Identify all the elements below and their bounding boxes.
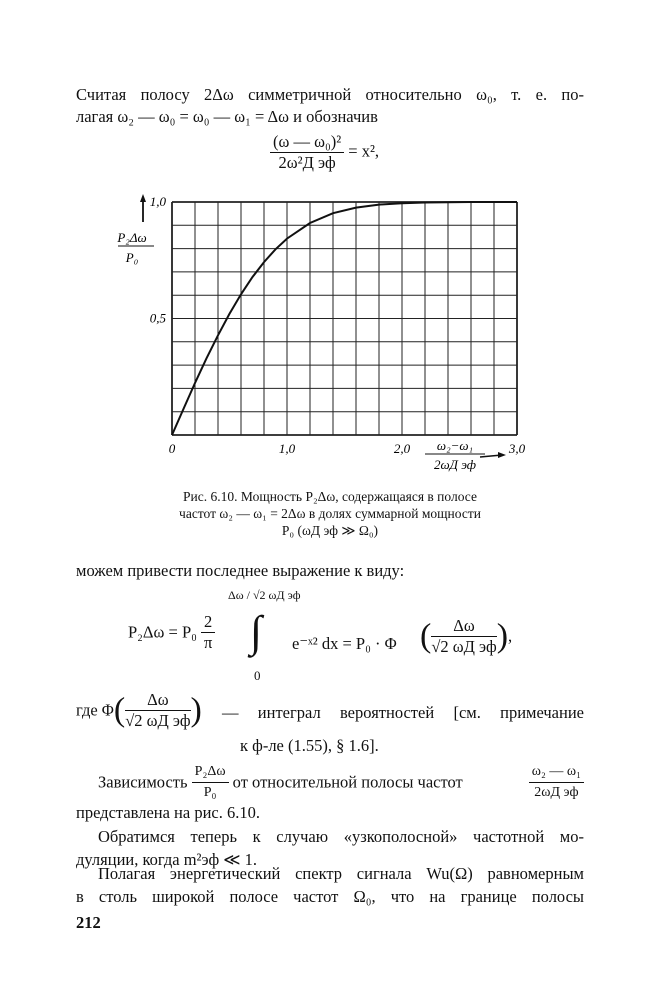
equation-rhs: = x², <box>348 141 380 161</box>
text-line: представлена на рис. 6.10. <box>76 803 260 822</box>
y-axis-label-numerator: P₂Δω <box>117 230 147 245</box>
text-line: можем привести последнее выражение к виду: <box>76 561 405 580</box>
x-tick-label: 0 <box>168 441 176 456</box>
text-span: Зависимость <box>98 772 188 792</box>
page-number: 212 <box>76 913 101 932</box>
text-line: Считая полосу 2Δω симметричной относительно ω₀, т. е. по- <box>76 85 584 104</box>
where-phi: где Φ <box>76 700 114 720</box>
dependency-line <box>98 762 584 803</box>
fraction-denominator: √2 ωД эф <box>431 637 497 656</box>
where-line: где Φ( $\frac{\Delta\omega}{\text{√2 ωД эф}}$ ) <box>76 690 202 730</box>
fraction-numerator: (ω — ω₀)² <box>270 132 344 153</box>
equation-end: , <box>508 626 513 646</box>
y-axis-arrowhead <box>140 194 146 202</box>
fraction-denominator: π <box>203 633 213 652</box>
y-tick-label: 0,5 <box>149 310 166 326</box>
x-axis-label-denominator: 2ωД эф <box>434 457 476 472</box>
integral-upper-limit: Δω / √2 ωД эф <box>228 588 301 602</box>
fraction-numerator: P₂Δω <box>192 762 229 783</box>
text-line: лагая ω₂ — ω₀ = ω₀ — ω₁ = Δω и обозначив <box>76 107 378 126</box>
text-line: в столь широкой полосе частот Ω₀, что на границе полосы <box>76 887 584 906</box>
y-tick-labels <box>150 194 167 326</box>
fraction-denominator: 2ωД эф <box>534 785 579 800</box>
equation-fraction <box>431 616 496 657</box>
integrand: e⁻ˣ² dx = P₀ · Φ <box>292 634 397 653</box>
text-line: Обратимся теперь к случаю «узкополосной» частотной мо- <box>98 827 584 846</box>
text-line: дуляции, когда m²эф ≪ 1. <box>76 850 258 869</box>
fraction-denominator: 2ω²Д эф <box>278 153 336 172</box>
x-axis-arrowhead <box>498 452 506 458</box>
equation-1 <box>270 132 379 173</box>
phi-argument: ( $\frac{\Delta\omega}{\text{√2 ωД эф}}$ ), <box>420 616 513 656</box>
power-chart <box>110 190 550 480</box>
text-line: — интеграл вероятностей [см. примечание <box>222 703 584 722</box>
figure-caption-line: частот ω₂ — ω₁ = 2Δω в долях суммарной мощности <box>179 506 481 521</box>
figure-caption-line: P₀ (ωД эф ≫ Ω₀) <box>281 523 379 538</box>
integral-lower-limit: 0 <box>254 668 261 683</box>
fraction-numerator: 2 <box>201 612 215 633</box>
equation-fraction <box>270 132 344 173</box>
equation-2 <box>128 612 215 653</box>
equation-fraction <box>192 762 229 803</box>
x-axis-label-numerator: ω₂−ω₁ <box>436 438 474 453</box>
y-tick-label: 1,0 <box>149 194 166 209</box>
equation-fraction <box>201 612 215 653</box>
fraction-numerator: Δω <box>431 616 496 637</box>
chart-grid <box>172 202 517 435</box>
equation-fraction <box>125 690 190 731</box>
fraction-denominator: P₀ <box>203 785 217 800</box>
integral-sign: ∫ <box>250 607 263 656</box>
text-span: от относительной полосы частот <box>232 772 463 792</box>
equation-fraction <box>529 762 584 803</box>
y-axis-label-denominator: P₀ <box>125 250 139 265</box>
fraction-denominator: √2 ωД эф <box>125 711 191 730</box>
text-line: к ф-ле (1.55), § 1.6]. <box>240 736 379 755</box>
x-tick-label: 1,0 <box>278 441 296 456</box>
fraction-numerator: ω₂ — ω₁ <box>529 762 584 783</box>
x-tick-label: 3,0 <box>508 441 526 456</box>
equation-lhs: P₂Δω = P₀ <box>128 622 197 642</box>
figure-caption-line: Рис. 6.10. Мощность P₂Δω, содержащаяся в полосе <box>183 489 477 504</box>
text-line: Полагая энергетический спектр сигнала Wu(Ω) равномерным <box>98 864 584 883</box>
fraction-numerator: Δω <box>125 690 190 711</box>
x-tick-label: 2,0 <box>393 441 411 456</box>
